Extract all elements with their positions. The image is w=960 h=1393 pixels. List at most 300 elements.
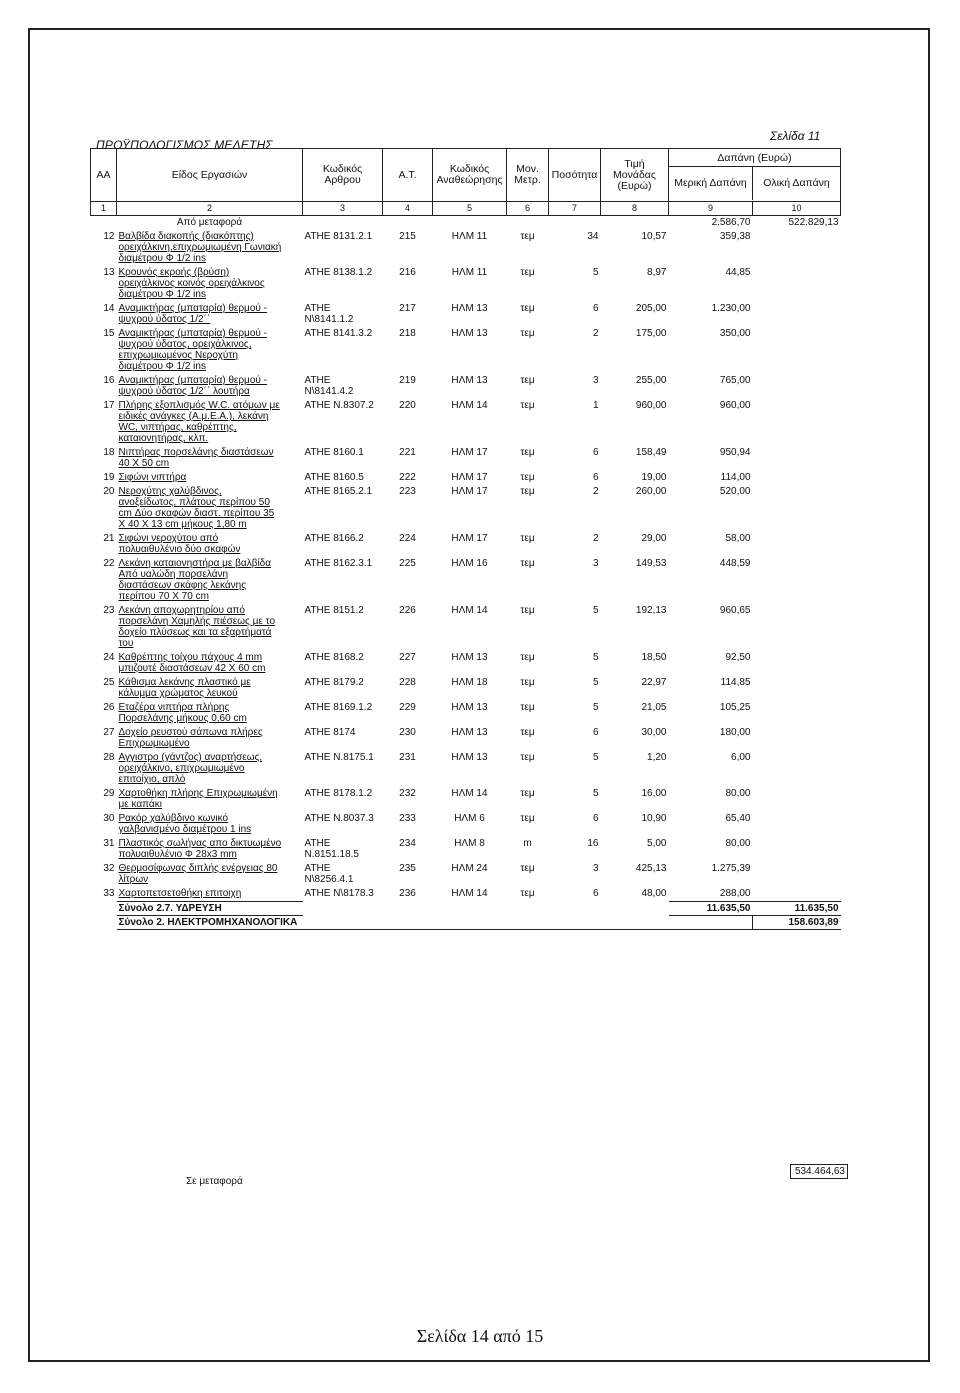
chapter-total-partial: 158.603,89 xyxy=(753,916,841,930)
item-partial-cost: 765,00 xyxy=(719,375,751,386)
item-description-line: Επιχρωμιωμένο xyxy=(118,738,190,749)
item-code: ΑΤΗΕ Ν\8141.4.2 xyxy=(304,375,354,397)
item-number: 23 xyxy=(103,605,115,616)
item-partial-cost: 44,85 xyxy=(725,267,751,278)
item-unit-price: 10,57 xyxy=(641,231,667,242)
item-description-line: με καπάκι xyxy=(118,799,162,810)
item-number: 29 xyxy=(103,788,115,799)
item-partial-cost: 359,38 xyxy=(719,231,751,242)
item-revision-code: ΗΛΜ 13 xyxy=(451,303,488,314)
item-quantity: 2 xyxy=(592,328,599,339)
item-revision-code: ΗΛΜ 6 xyxy=(454,813,485,824)
col-number: 7 xyxy=(549,202,601,216)
item-unit-price: 425,13 xyxy=(635,863,667,874)
item-at: 225 xyxy=(399,558,416,569)
item-partial-cost: 288,00 xyxy=(719,888,751,899)
item-description xyxy=(117,446,303,471)
item-revision-code: ΗΛΜ 14 xyxy=(451,400,488,411)
item-unit: τεμ xyxy=(520,727,535,738)
item-code: ΑΤΗΕ 8141.3.2 xyxy=(304,328,373,339)
item-total-cost xyxy=(753,787,841,812)
header-row xyxy=(91,149,841,202)
item-description-line: ορειχάλκινος κοινός ορειχάλκινος xyxy=(118,278,265,289)
item-total-cost xyxy=(753,485,841,532)
table-row xyxy=(91,266,841,302)
item-code: ΑΤΗΕ 8178.1.2 xyxy=(304,788,373,799)
item-unit: τεμ xyxy=(520,375,535,386)
item-description-line: WC, νιπτήρας, καθρέπτης, xyxy=(118,422,237,433)
item-description xyxy=(117,604,303,651)
item-partial-cost: 114,85 xyxy=(720,677,751,688)
item-code: ΑΤΗΕ 8160.5 xyxy=(304,472,364,483)
item-partial-cost: 180,00 xyxy=(719,727,751,738)
item-description-line: ορειχάλκινη,επιχρωμιωμένη Γωνιακή xyxy=(118,242,282,253)
col-header-cost xyxy=(669,149,841,202)
item-number: 19 xyxy=(103,472,115,483)
column-number-row xyxy=(91,202,841,216)
item-total-cost xyxy=(753,751,841,787)
item-number: 16 xyxy=(103,375,115,386)
item-unit: τεμ xyxy=(520,328,535,339)
item-number: 21 xyxy=(103,533,115,544)
item-description-line: κάλυμμα χρώματος λευκού xyxy=(118,688,238,699)
item-total-cost xyxy=(753,837,841,862)
item-unit: τεμ xyxy=(520,813,535,824)
item-code: ΑΤΗΕ Ν.8037.3 xyxy=(304,813,374,824)
group-total-partial: 11.635,50 xyxy=(669,902,753,916)
table-row xyxy=(91,751,841,787)
item-unit-price: 255,00 xyxy=(635,375,667,386)
item-partial-cost: 92,50 xyxy=(725,652,751,663)
col-number: 10 xyxy=(753,202,841,216)
item-number: 17 xyxy=(103,400,115,411)
carry-forward-label: Από μεταφορά xyxy=(176,217,243,228)
table-row xyxy=(91,374,841,399)
item-unit: τεμ xyxy=(520,888,535,899)
item-description xyxy=(117,399,303,446)
item-code: ΑΤΗΕ Ν.8307.2 xyxy=(304,400,374,411)
item-number: 27 xyxy=(103,727,115,738)
transfer-value: 534.464,63 xyxy=(790,1164,848,1179)
item-unit: τεμ xyxy=(520,558,535,569)
col-number: 4 xyxy=(383,202,433,216)
col-header-at: Α.Τ. xyxy=(383,149,433,202)
document-title: ΠΡΟΫΠΟΛΟΓΙΣΜΟΣ ΜΕΛΕΤΗΣ xyxy=(96,138,273,152)
item-quantity: 2 xyxy=(592,533,599,544)
item-at: 236 xyxy=(399,888,416,899)
item-total-cost xyxy=(753,471,841,485)
item-revision-code: ΗΛΜ 17 xyxy=(451,533,488,544)
item-number: 25 xyxy=(103,677,115,688)
page-label: Σελίδα 11 xyxy=(770,129,821,143)
item-total-cost xyxy=(753,812,841,837)
item-number: 28 xyxy=(103,752,115,763)
item-description-line: cm Δύο σκαφών διαστ. περίπου 35 xyxy=(118,508,275,519)
item-description-line: Σιφώνι νεροχύτου από xyxy=(118,533,219,544)
item-description xyxy=(117,862,303,887)
item-description-line: Χαρτοπετσετοθήκη επιτοιχη xyxy=(118,888,242,899)
item-partial-cost: 1.230,00 xyxy=(711,303,751,314)
item-total-cost xyxy=(753,651,841,676)
item-code: ΑΤΗΕ 8160.1 xyxy=(304,447,364,458)
item-revision-code: ΗΛΜ 13 xyxy=(451,752,488,763)
item-at: 224 xyxy=(399,533,416,544)
item-unit: τεμ xyxy=(520,533,535,544)
item-revision-code: ΗΛΜ 16 xyxy=(451,558,488,569)
table-row xyxy=(91,471,841,485)
item-quantity: 5 xyxy=(592,652,599,663)
item-revision-code: ΗΛΜ 17 xyxy=(451,486,488,497)
item-unit-price: 18,50 xyxy=(641,652,667,663)
item-total-cost xyxy=(753,604,841,651)
item-quantity: 6 xyxy=(592,447,599,458)
item-at: 221 xyxy=(399,447,416,458)
col-number: 2 xyxy=(117,202,303,216)
item-at: 226 xyxy=(399,605,416,616)
item-quantity: 6 xyxy=(592,472,599,483)
item-description-line: μπιζουτέ διαστάσεων 42 Χ 60 cm xyxy=(118,663,266,674)
item-total-cost xyxy=(753,302,841,327)
table-row xyxy=(91,812,841,837)
item-description-line: πολυαιθυλένιο Φ 28x3 mm xyxy=(118,849,237,860)
item-number: 20 xyxy=(103,486,115,497)
col-number: 6 xyxy=(507,202,549,216)
item-partial-cost: 80,00 xyxy=(725,788,751,799)
item-quantity: 5 xyxy=(592,605,599,616)
item-partial-cost: 6,00 xyxy=(731,752,751,763)
item-quantity: 6 xyxy=(592,888,599,899)
item-description xyxy=(117,651,303,676)
item-quantity: 3 xyxy=(592,375,599,386)
item-quantity: 5 xyxy=(592,788,599,799)
table-row xyxy=(91,651,841,676)
item-description-line: Αναμικτήρας (μπαταρία) θερμού - xyxy=(118,328,267,339)
item-total-cost xyxy=(753,446,841,471)
item-description-line: Πλαστικός σωλήνας απο δικτυωμένο xyxy=(118,838,282,849)
item-description-line: Λεκάνη καταιονηστήρα με βαλβίδα xyxy=(118,558,272,569)
item-quantity: 5 xyxy=(592,677,599,688)
item-number: 13 xyxy=(103,267,115,278)
item-code: ΑΤΗΕ 8162.3.1 xyxy=(304,558,373,569)
item-description xyxy=(117,887,303,902)
item-partial-cost: 350,00 xyxy=(719,328,751,339)
item-quantity: 5 xyxy=(592,267,599,278)
item-total-cost xyxy=(753,374,841,399)
item-quantity: 16 xyxy=(587,838,599,849)
item-code: ΑΤΗΕ 8169.1.2 xyxy=(304,702,373,713)
col-header-cost-group: Δαπάνη (Ευρώ) xyxy=(669,150,840,167)
item-total-cost xyxy=(753,726,841,751)
item-unit-price: 29,00 xyxy=(641,533,667,544)
item-unit: τεμ xyxy=(520,231,535,242)
item-quantity: 5 xyxy=(592,702,599,713)
item-description-line: καταιονητήρας, κλπ. xyxy=(118,433,209,444)
item-partial-cost: 80,00 xyxy=(725,838,751,849)
item-unit: τεμ xyxy=(520,486,535,497)
item-unit-price: 1,20 xyxy=(647,752,667,763)
item-quantity: 3 xyxy=(592,863,599,874)
item-at: 228 xyxy=(399,677,416,688)
item-revision-code: ΗΛΜ 14 xyxy=(451,605,488,616)
table-row xyxy=(91,862,841,887)
item-description xyxy=(117,471,303,485)
item-number: 24 xyxy=(103,652,115,663)
item-at: 222 xyxy=(399,472,416,483)
item-at: 233 xyxy=(399,813,416,824)
item-description-line: Νεροχύτης χαλύβδινος, xyxy=(118,486,222,497)
item-at: 220 xyxy=(399,400,416,411)
transfer-label: Σε μεταφορά xyxy=(186,1176,243,1187)
item-description-line: Πλήρης εξοπλισμός W.C. ατόμων με xyxy=(118,400,280,411)
item-description-line: Λεκάνη αποχωρητηρίου από xyxy=(118,605,245,616)
item-unit-price: 19,00 xyxy=(641,472,667,483)
item-quantity: 6 xyxy=(592,727,599,738)
col-header-total: Ολική Δαπάνη xyxy=(763,177,830,189)
item-code: ΑΤΗΕ Ν.8175.1 xyxy=(304,752,374,763)
group-total-label: Σύνολο 2.7. ΥΔΡΕΥΣΗ xyxy=(117,902,303,916)
carry-forward-total: 522.829,13 xyxy=(788,217,839,228)
item-description-line: Αγγιστρο (γάντζος) αναρτήσεως, xyxy=(118,752,263,763)
item-unit-price: 192,13 xyxy=(635,605,667,616)
item-total-cost xyxy=(753,532,841,557)
item-code: ΑΤΗΕ Ν\8178.3 xyxy=(304,888,374,899)
item-at: 215 xyxy=(399,231,416,242)
item-unit: τεμ xyxy=(520,863,535,874)
page-footer: Σελίδα 14 από 15 xyxy=(416,1326,544,1346)
item-unit: τεμ xyxy=(520,652,535,663)
col-number: 3 xyxy=(303,202,383,216)
item-partial-cost: 105,25 xyxy=(719,702,751,713)
item-description-line: επιτοίχιο, απλό xyxy=(118,774,186,785)
item-number: 32 xyxy=(103,863,115,874)
col-number: 1 xyxy=(91,202,117,216)
col-header-code: Κωδικός Αρθρου xyxy=(303,149,383,202)
item-unit-price: 10,90 xyxy=(641,813,667,824)
item-description xyxy=(117,532,303,557)
item-number: 22 xyxy=(103,558,115,569)
chapter-total-label: Σύνολο 2. ΗΛΕΚΤΡΟΜΗΧΑΝΟΛΟΓΙΚΑ xyxy=(117,916,753,930)
item-total-cost xyxy=(753,266,841,302)
item-unit-price: 158,49 xyxy=(635,447,667,458)
item-unit-price: 260,00 xyxy=(635,486,667,497)
item-unit: m xyxy=(523,838,532,849)
carry-forward-row xyxy=(91,216,841,231)
item-partial-cost: 58,00 xyxy=(725,533,751,544)
item-description-line: διαστάσεων σκάφης λεκάνης xyxy=(118,580,247,591)
col-header-desc: Είδος Εργασιών xyxy=(117,149,303,202)
item-description-line: Κάθισμα λεκάνης πλαστικό με xyxy=(118,677,251,688)
item-number: 12 xyxy=(103,231,115,242)
item-code: ΑΤΗΕ Ν.8151.18.5 xyxy=(304,838,359,860)
item-description xyxy=(117,374,303,399)
item-description-line: Από υαλώδη πορσελάνη xyxy=(118,569,229,580)
item-description-line: λίτρων xyxy=(118,874,149,885)
item-description-line: Αναμικτήρας (μπαταρία) θερμού - xyxy=(118,303,267,314)
item-description-line: Σιφώνι νιπτήρα xyxy=(118,472,187,483)
table-row xyxy=(91,787,841,812)
item-number: 14 xyxy=(103,303,115,314)
item-description-line: Κρουνός εκροής (βρύση) xyxy=(118,267,230,278)
item-quantity: 6 xyxy=(592,303,599,314)
item-description-line: διαμέτρου Φ 1/2 ins xyxy=(118,253,206,264)
table-row xyxy=(91,446,841,471)
item-unit: τεμ xyxy=(520,267,535,278)
item-revision-code: ΗΛΜ 11 xyxy=(451,231,488,242)
item-revision-code: ΗΛΜ 24 xyxy=(451,863,488,874)
item-code: ΑΤΗΕ 8165.2.1 xyxy=(304,486,373,497)
item-revision-code: ΗΛΜ 14 xyxy=(451,788,488,799)
col-header-unit-price: Τιμή Μονάδας (Ευρώ) xyxy=(601,149,669,202)
item-at: 232 xyxy=(399,788,416,799)
item-at: 231 xyxy=(399,752,416,763)
item-description xyxy=(117,787,303,812)
item-code: ΑΤΗΕ 8131.2.1 xyxy=(304,231,373,242)
item-description xyxy=(117,327,303,374)
item-at: 235 xyxy=(399,863,416,874)
table-row xyxy=(91,887,841,902)
table-row xyxy=(91,837,841,862)
item-description-line: ορειχάλκινο, επιχρωμιωμένο xyxy=(118,763,245,774)
item-description-line: Χαρτοθήκη πλήρης Επιχρωμιωμένη xyxy=(118,788,278,799)
item-unit: τεμ xyxy=(520,605,535,616)
item-total-cost xyxy=(753,887,841,902)
item-unit-price: 8,97 xyxy=(647,267,667,278)
item-partial-cost: 960,65 xyxy=(719,605,751,616)
table-row xyxy=(91,399,841,446)
item-code: ΑΤΗΕ Ν\8256.4.1 xyxy=(304,863,354,885)
item-revision-code: ΗΛΜ 13 xyxy=(451,652,488,663)
item-unit: τεμ xyxy=(520,702,535,713)
table-row xyxy=(91,230,841,266)
item-code: ΑΤΗΕ 8151.2 xyxy=(304,605,364,616)
item-total-cost xyxy=(753,862,841,887)
col-header-aa: ΑΑ xyxy=(91,149,117,202)
item-description-line: περίπου 70 Χ 70 cm xyxy=(118,591,209,602)
table-row xyxy=(91,726,841,751)
item-total-cost xyxy=(753,399,841,446)
budget-table xyxy=(90,148,841,930)
item-partial-cost: 1.275,39 xyxy=(711,863,751,874)
group-total-row xyxy=(91,902,841,916)
item-unit-price: 175,00 xyxy=(635,328,667,339)
chapter-total-row xyxy=(91,916,841,930)
item-at: 234 xyxy=(399,838,416,849)
col-number: 9 xyxy=(669,202,753,216)
item-at: 216 xyxy=(399,267,416,278)
item-at: 217 xyxy=(399,303,416,314)
item-revision-code: ΗΛΜ 13 xyxy=(451,727,488,738)
item-description xyxy=(117,726,303,751)
item-revision-code: ΗΛΜ 11 xyxy=(451,267,488,278)
item-quantity: 3 xyxy=(592,558,599,569)
item-at: 223 xyxy=(399,486,416,497)
col-number: 8 xyxy=(601,202,669,216)
item-description-line: ψυχρού ύδατος, ορειχάλκινος, xyxy=(118,339,252,350)
item-description-line: Καθρέπτης τοίχου πάχους 4 mm xyxy=(118,652,263,663)
table-row xyxy=(91,701,841,726)
item-description-line: διαμέτρου Φ 1/2 ins xyxy=(118,289,206,300)
item-unit: τεμ xyxy=(520,752,535,763)
item-unit: τεμ xyxy=(520,400,535,411)
item-revision-code: ΗΛΜ 17 xyxy=(451,447,488,458)
table-row xyxy=(91,327,841,374)
item-revision-code: ΗΛΜ 13 xyxy=(451,702,488,713)
item-description-line: Θερμοσίφωνας διπλής ενέργειας 80 xyxy=(118,863,278,874)
col-header-rev-code: Κωδικός Αναθεώρησης xyxy=(433,149,507,202)
table-row xyxy=(91,302,841,327)
item-number: 26 xyxy=(103,702,115,713)
item-description-line: Εταζέρα νιπτήρα πλήρης xyxy=(118,702,230,713)
item-description xyxy=(117,837,303,862)
table-row xyxy=(91,676,841,701)
item-unit-price: 205,00 xyxy=(635,303,667,314)
item-description-line: δοχείο πλύσεως και τα εξαρτήματά xyxy=(118,627,272,638)
item-description-line: πορσελάνη Χαμηλής πιέσεως με το xyxy=(118,616,276,627)
item-partial-cost: 520,00 xyxy=(719,486,751,497)
item-description-line: επιχρωμιωμένος Νεροχύτη xyxy=(118,350,238,361)
item-quantity: 34 xyxy=(587,231,599,242)
item-description-line: του xyxy=(118,638,134,649)
item-unit-price: 149,53 xyxy=(635,558,667,569)
item-description-line: πολυαιθυλένιο δύο σκαφών xyxy=(118,544,241,555)
item-description-line: διαμέτρου Φ 1/2 ins xyxy=(118,361,206,372)
item-revision-code: ΗΛΜ 17 xyxy=(451,472,488,483)
item-description xyxy=(117,751,303,787)
item-partial-cost: 448,59 xyxy=(719,558,751,569)
item-partial-cost: 950,94 xyxy=(719,447,751,458)
item-number: 15 xyxy=(103,328,115,339)
item-revision-code: ΗΛΜ 13 xyxy=(451,375,488,386)
item-total-cost xyxy=(753,230,841,266)
item-unit-price: 960,00 xyxy=(635,400,667,411)
item-unit-price: 16,00 xyxy=(641,788,667,799)
item-revision-code: ΗΛΜ 14 xyxy=(451,888,488,899)
item-partial-cost: 960,00 xyxy=(719,400,751,411)
item-description-line: ψυχρού ύδατος 1/2΄΄ λουτήρα xyxy=(118,386,250,397)
item-description xyxy=(117,701,303,726)
item-description xyxy=(117,230,303,266)
item-code: ΑΤΗΕ 8168.2 xyxy=(304,652,364,663)
item-number: 30 xyxy=(103,813,115,824)
item-at: 219 xyxy=(399,375,416,386)
item-description-line: Ρακόρ χαλύβδινο κωνικό xyxy=(118,813,229,824)
table-row xyxy=(91,485,841,532)
item-quantity: 6 xyxy=(592,813,599,824)
item-description-line: ειδικές ανάγκες (Α.μ.Ε.Α.), λεκάνη xyxy=(118,411,269,422)
item-at: 230 xyxy=(399,727,416,738)
item-code: ΑΤΗΕ 8174 xyxy=(304,727,356,738)
item-description xyxy=(117,485,303,532)
item-code: ΑΤΗΕ 8166.2 xyxy=(304,533,364,544)
item-quantity: 5 xyxy=(592,752,599,763)
item-unit-price: 5,00 xyxy=(647,838,667,849)
item-unit-price: 22,97 xyxy=(641,677,667,688)
item-description-line: γαλβανισμένο διαμέτρου 1 ins xyxy=(118,824,252,835)
item-number: 18 xyxy=(103,447,115,458)
item-number: 31 xyxy=(103,838,115,849)
item-total-cost xyxy=(753,327,841,374)
item-quantity: 1 xyxy=(592,400,599,411)
table-row xyxy=(91,532,841,557)
table-row xyxy=(91,557,841,604)
item-description-line: Νιπτήρας πορσελάνης διαστάσεων xyxy=(118,447,274,458)
item-description-line: Βαλβίδα διακοπής (διακόπτης) xyxy=(118,231,254,242)
group-total-total: 11.635,50 xyxy=(753,902,841,916)
item-description xyxy=(117,266,303,302)
item-unit-price: 21,05 xyxy=(641,702,667,713)
item-description-line: ψυχρού ύδατος 1/2΄΄ xyxy=(118,314,211,325)
item-revision-code: ΗΛΜ 8 xyxy=(454,838,485,849)
